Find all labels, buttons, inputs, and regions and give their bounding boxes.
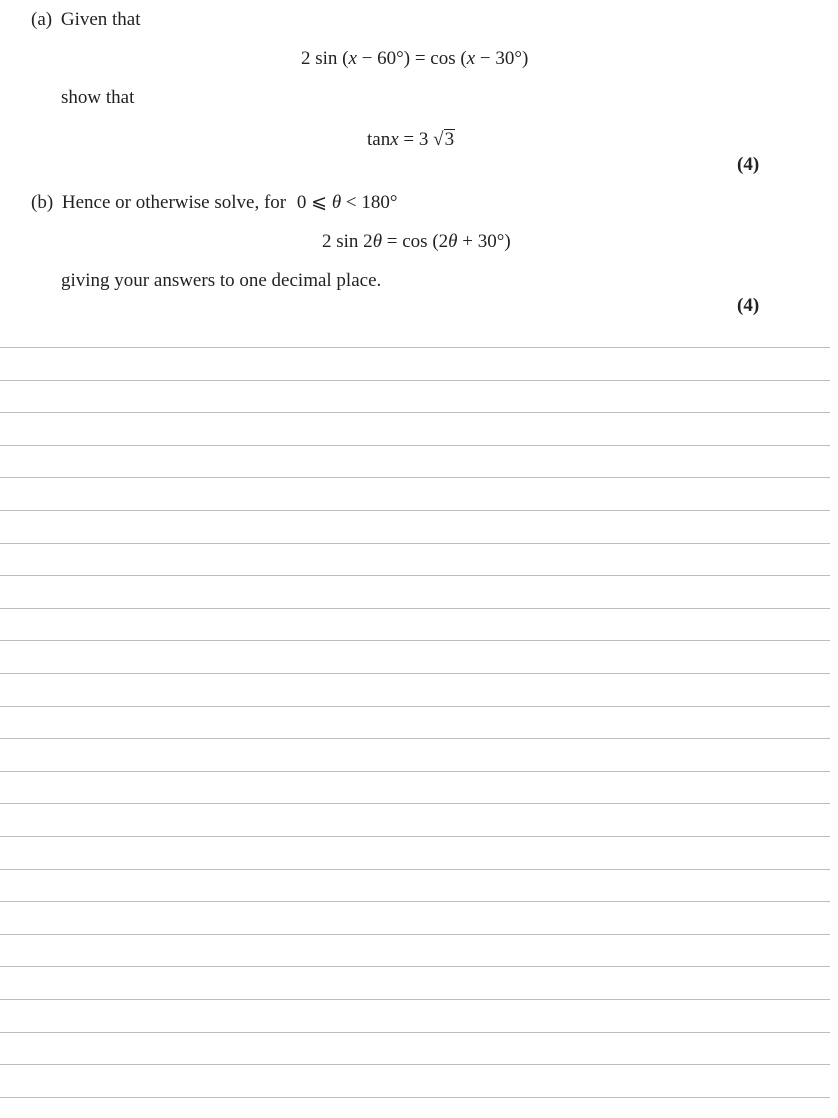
- answer-line: [0, 1097, 830, 1098]
- part-b-label: (b): [31, 192, 54, 213]
- eq-part: 2 sin 2: [322, 231, 373, 252]
- range-variable: θ: [331, 192, 342, 213]
- part-a-marks: (4): [737, 154, 760, 175]
- given-eq-variable: x: [466, 48, 476, 69]
- answer-line: [0, 445, 830, 446]
- answer-line: [0, 869, 830, 870]
- part-b-instruction: giving your answers to one decimal place.: [61, 270, 382, 291]
- given-eq-part: 2 sin (: [301, 48, 349, 69]
- eq-variable: θ: [372, 231, 383, 252]
- answer-line: [0, 901, 830, 902]
- given-eq-part: − 30°): [475, 48, 529, 69]
- part-a-label: (a): [31, 9, 53, 30]
- answer-line: [0, 477, 830, 478]
- given-eq-variable: x: [348, 48, 357, 69]
- given-eq-part: − 60°) = cos (: [356, 48, 467, 69]
- answer-line: [0, 347, 830, 348]
- answer-line: [0, 836, 830, 837]
- answer-line: [0, 575, 830, 576]
- answer-line: [0, 1064, 830, 1065]
- answer-line: [0, 543, 830, 544]
- answer-line: [0, 966, 830, 967]
- radical-sign-icon: √: [433, 129, 444, 150]
- answer-line: [0, 771, 830, 772]
- range-upper: < 180°: [341, 192, 398, 213]
- answer-line: [0, 640, 830, 641]
- answer-line: [0, 999, 830, 1000]
- result-eq-part: = 3: [398, 129, 434, 150]
- answer-line: [0, 673, 830, 674]
- answer-line: [0, 803, 830, 804]
- eq-part: + 30°): [457, 231, 511, 252]
- range-lower: 0 ⩽: [296, 192, 332, 213]
- part-a-show-text: show that: [61, 87, 135, 108]
- radicand: 3: [444, 129, 455, 150]
- answer-line: [0, 608, 830, 609]
- answer-line: [0, 706, 830, 707]
- answer-line: [0, 738, 830, 739]
- part-a-intro: Given that: [60, 9, 141, 30]
- answer-line: [0, 934, 830, 935]
- eq-variable: θ: [448, 231, 458, 252]
- answer-line: [0, 510, 830, 511]
- result-eq-variable: x: [390, 129, 399, 150]
- answer-line: [0, 1032, 830, 1033]
- result-eq-function: tan: [367, 129, 391, 150]
- part-b-intro: Hence or otherwise solve, for: [61, 192, 287, 213]
- answer-line: [0, 380, 830, 381]
- eq-part: = cos (2: [382, 231, 449, 252]
- answer-line: [0, 412, 830, 413]
- part-b-marks: (4): [737, 295, 760, 316]
